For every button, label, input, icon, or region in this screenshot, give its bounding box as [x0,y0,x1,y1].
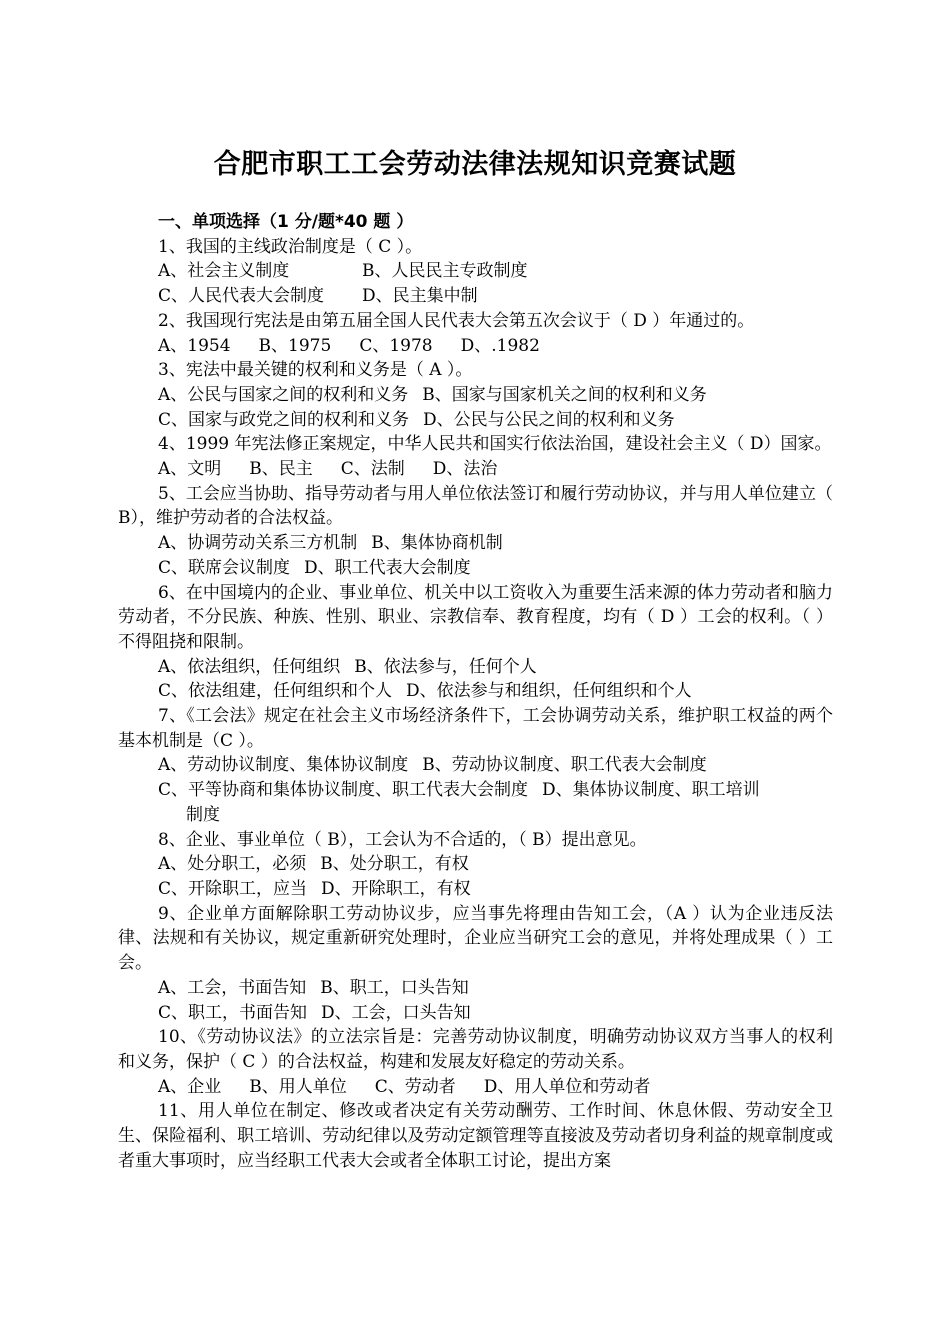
option-text: C、联席会议制度 [158,557,291,578]
option-text: C、法制 [340,459,405,480]
question-text: 4、1999 年宪法修正案规定，中华人民共和国实行依法治国，建设社会主义（ D）国家。 [158,434,832,455]
option-text: C、劳动者 [374,1076,456,1097]
option-text: A、公民与国家之间的权利和义务 [158,384,409,405]
question-text: 3、宪法中最关键的权利和义务是（ A ）。 [158,360,473,381]
option-text: A、社会主义制度 [158,261,290,282]
option-text: C、1978 [359,335,433,356]
option-row [118,531,833,556]
option-row [118,457,833,482]
document-title: 合肥市职工工会劳动法律法规知识竞赛试题 [213,149,737,180]
option-text: A、文明 [158,459,222,480]
option-row [118,383,833,408]
question-text: 7、《工会法》规定在社会主义市场经济条件下，工会协调劳动关系，维护职工权益的两个基本机制是（C ）。 [118,706,833,751]
option-text: D、工会，口头告知 [321,1002,471,1023]
option-row [118,976,833,1001]
option-row [118,778,833,803]
option-text: A、工会，书面告知 [158,977,307,998]
option-text: C、职工，书面告知 [158,1002,308,1023]
option-text: D、依法参与和组织，任何组织和个人 [406,681,692,702]
question-text: 1、我国的主线政治制度是（ C ）。 [158,236,423,257]
option-text: B、处分职工，有权 [320,854,469,875]
option-text: B、用人单位 [249,1076,347,1097]
option-text: C、国家与政党之间的权利和义务 [158,409,410,430]
question-text: 6、在中国境内的企业、事业单位、机关中以工资收入为重要生活来源的体力劳动者和脑力劳动者，不分民族、种族、性别、职业、宗教信奉、教育程度，均有（ D ）工会的权利。（ ）不得阻挠和限制。 [118,582,833,652]
option-text: B、劳动协议制度、职工代表大会制度 [422,755,707,776]
option-text: B、集体协商机制 [371,533,503,554]
option-text: D、集体协议制度、职工培训 [542,780,760,801]
option-row [118,259,833,284]
option-text: A、处分职工，必须 [158,854,307,875]
document-body [118,210,833,1173]
option-row [118,556,833,581]
option-row [118,1075,833,1100]
question-text: 9、企业单方面解除职工劳动协议步，应当事先将理由告知工会，（A ）认为企业违反法律、法规和有关协议，规定重新研究处理时，企业应当研究工会的意见，并将处理成果（ ）工会。 [118,903,833,974]
option-text: A、劳动协议制度、集体协议制度 [158,755,409,776]
option-text: B、民主 [249,459,313,480]
option-text: B、国家与国家机关之间的权利和义务 [422,384,707,405]
option-row [118,852,833,877]
question-text: 5、工会应当协助、指导劳动者与用人单位依法签订和履行劳动协议，并与用人单位建立（ B），维护劳动者的合法权益。 [118,483,833,529]
option-text: C、人民代表大会制度 [158,286,325,307]
option-text: B、1975 [258,335,332,356]
section-heading: 一、单项选择（1 分/题*40 题 ） [158,212,414,232]
option-text: B、人民民主专政制度 [362,261,528,282]
option-row [118,877,833,902]
option-text: D、开除职工，有权 [321,878,471,899]
option-text: D、法治 [432,459,498,480]
option-text: D、职工代表大会制度 [304,557,471,578]
option-text: B、职工，口头告知 [320,977,469,998]
option-text: A、1954 [158,335,231,356]
option-text: A、依法组织，任何组织 [158,656,341,677]
option-continuation: 制度 [186,804,220,825]
question-text: 8、企业、事业单位（ B），工会认为不合适的，（ B）提出意见。 [158,829,647,850]
option-text: D、.1982 [460,335,540,356]
option-text: A、企业 [158,1076,222,1097]
option-text: D、公民与公民之间的权利和义务 [423,409,675,430]
option-row [118,284,833,309]
option-row [118,408,833,433]
option-text: C、依法组建，任何组织和个人 [158,681,393,702]
question-text: 10、《劳动协议法》的立法宗旨是：完善劳动协议制度，明确劳动协议双方当事人的权利和义务，保护（ C ）的合法权益，构建和发展友好稳定的劳动关系。 [118,1027,833,1072]
option-row [118,1001,833,1026]
option-row [118,334,833,359]
option-text: A、协调劳动关系三方机制 [158,533,358,554]
question-text: 2、我国现行宪法是由第五届全国人民代表大会第五次会议于（ D ）年通过的。 [158,310,755,331]
question-text: 11、用人单位在制定、修改或者决定有关劳动酬劳、工作时间、休息休假、劳动安全卫生、保险福利、职工培训、劳动纪律以及劳动定额管理等直接波及劳动者切身利益的规章制度或者重大事项时，应当经职工代表大会或者全体职工讨论，提出方案 [118,1101,833,1171]
option-text: D、民主集中制 [362,286,478,307]
option-row [118,655,833,680]
option-text: C、开除职工，应当 [158,878,308,899]
option-row [118,753,833,778]
option-text: B、依法参与，任何个人 [354,656,537,677]
option-row [118,679,833,704]
option-text: D、用人单位和劳动者 [483,1076,651,1097]
option-text: C、平等协商和集体协议制度、职工代表大会制度 [158,780,529,801]
